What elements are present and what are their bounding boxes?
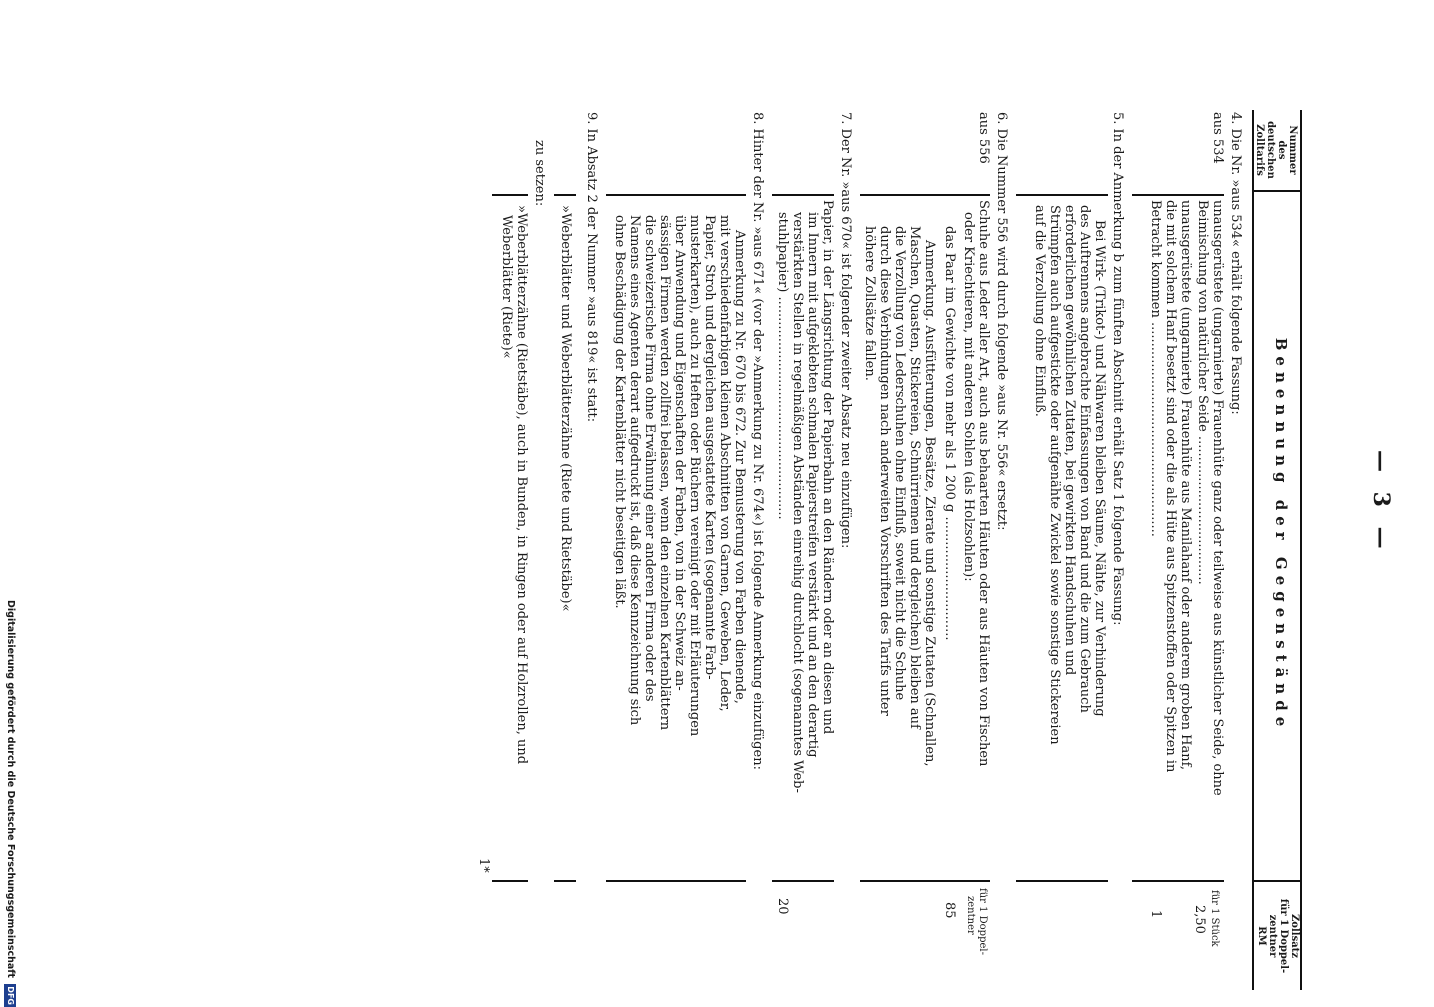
item-4-heading: 4. Die Nr. »aus 534« erhält folgende Fassung: bbox=[1228, 112, 1243, 415]
item-6-note-4: durch diese Verbindungen nach anderweiten Vorschriften des Tarifs unter bbox=[877, 226, 892, 716]
item-8-line-2: mit verschiedenfarbigen kleinen Abschnitten von Garnen, Geweben, Leder, bbox=[717, 215, 732, 712]
item-8-line-6: sässigen Firmen werden zollfrei belassen, wenn den einzelnen Kartenblättern bbox=[657, 215, 672, 731]
item-5-line-2: des Auftrennens angebrachte Einfassungen von Band und die zum Gebrauch bbox=[1077, 205, 1092, 713]
item-9-bracket-right-2 bbox=[492, 880, 528, 882]
item-9-heading: 9. In Absatz 2 der Nummer »aus 819« ist statt: bbox=[584, 112, 599, 423]
item-9-quote-2-line-1: »Weberblätterzähne (Rietstäbe), auch in Bunden, in Ringen oder auf Holzrollen, und bbox=[514, 205, 529, 765]
header-divider-1 bbox=[1254, 190, 1302, 192]
item-6-heading: 6. Die Nummer 556 wird durch folgende »aus Nr. 556« ersetzt: bbox=[994, 112, 1009, 531]
table-header-rule bbox=[1252, 110, 1254, 990]
item-4-number: aus 534 bbox=[1210, 112, 1225, 164]
item-7-bracket-right bbox=[772, 880, 834, 882]
item-7-line-2: im Innern mit aufgeklebten schmalen Papierstreifen verstärkt und an den derartig bbox=[805, 212, 820, 758]
item-4-rate-2: 1 bbox=[1148, 910, 1163, 919]
item-9-bracket-right-1 bbox=[554, 880, 576, 882]
item-8-line-4: musterkarten), auch zu Heften oder Büchern vereinigt oder mit Erläuterungen bbox=[687, 215, 702, 737]
header-goods-description: Benennung der Gegenstände bbox=[1272, 337, 1290, 733]
item-9-quote-2-line-2: Weberblätter (Riete)« bbox=[499, 215, 514, 359]
item-6-note-5: höhere Zollsätze fallen. bbox=[862, 226, 877, 381]
item-8-line-8: Namens eines Agenten derart aufgedruckt ist, daß diese Kennzeichnung sich bbox=[627, 215, 642, 726]
signature-mark: 1* bbox=[476, 858, 491, 873]
item-6-line-3: das Paar im Gewichte von mehr als 1 200 g .............................. bbox=[942, 226, 957, 641]
item-9-bracket-left-1 bbox=[554, 194, 576, 196]
item-4-rate-unit: für 1 Stück bbox=[1209, 890, 1220, 947]
item-8-bracket-right bbox=[606, 880, 746, 882]
item-7-rate: 20 bbox=[775, 898, 790, 915]
item-6-bracket-right bbox=[860, 880, 990, 882]
item-4-bracket-right bbox=[1132, 880, 1224, 882]
item-5-bracket-left bbox=[1016, 194, 1108, 196]
item-8-line-1: Anmerkung zu Nr. 670 bis 672. Zur Bemusterung von Farben dienende, bbox=[732, 230, 747, 704]
item-8-line-5: über Anwendung und Eigenschaften der Farben, von in der Schweiz an- bbox=[672, 215, 687, 691]
item-9-quote-1: »Weberblätter und Weberblätterzähne (Riete und Rietstäbe)« bbox=[558, 205, 573, 612]
item-6-line-2: oder Kriechtieren, mit anderen Sohlen (als Holzsohlen): bbox=[961, 212, 976, 582]
digitization-note bbox=[2, 600, 16, 1005]
item-6-bracket-left bbox=[860, 194, 990, 196]
item-8-line-9: ohne Beschädigung der Kartenblätter nicht beseitigen läßt. bbox=[612, 215, 627, 609]
item-7-line-1: Papier, in der Längsrichtung der Papierbahn an den Rändern oder an diesen und bbox=[820, 200, 835, 735]
item-4-line-3: unausgerüstete (ungarnierte) Frauenhüte aus Manilahanf oder anderem groben Hanf, bbox=[1178, 200, 1193, 771]
item-5-line-4: Strümpfen auch aufgestickte oder aufgenähte Zwickel sowie sonstige Stickereien bbox=[1047, 205, 1062, 745]
item-6-rate: 85 bbox=[942, 902, 957, 919]
item-9-sub: zu setzen: bbox=[532, 140, 547, 207]
page-number: — 3 — bbox=[1368, 450, 1394, 555]
header-tariff-number: Nummer des deutschen Zolltarifs bbox=[1254, 121, 1298, 179]
item-6-note-3: die Verzollung von Lederschuhen ohne Einfluß, soweit nicht die Schuhe bbox=[892, 226, 907, 701]
item-6-note-1: Anmerkung. Ausfütterungen, Besätze, Zierate und sonstige Zutaten (Schnallen, bbox=[922, 240, 937, 767]
item-7-line-4: stuhlpapier) ...................................................... bbox=[775, 212, 790, 520]
item-4-rate-1: 2,50 bbox=[1192, 905, 1207, 934]
item-4-line-4: die mit solchem Hanf besetzt sind oder die als Hüte aus Spitzenstoffen oder Spitzen in bbox=[1163, 200, 1178, 773]
item-4-bracket-left bbox=[1132, 194, 1224, 196]
item-4-line-2: Beimischung von natürlicher Seide .................................... bbox=[1195, 200, 1210, 585]
item-6-rate-unit-1: für 1 Doppel- bbox=[977, 888, 988, 955]
item-5-bracket-right bbox=[1016, 880, 1108, 882]
header-duty-rate: Zollsatz für 1 Doppel- zentner RM bbox=[1256, 898, 1300, 974]
item-9-bracket-left-2 bbox=[492, 194, 528, 196]
item-5-line-3: erforderlichen gewöhnlichen Zutaten, bei gewirkten Handschuhen und bbox=[1062, 205, 1077, 676]
item-4-line-5: Betracht kommen .................................................... bbox=[1148, 200, 1163, 537]
item-7-heading: 7. Der Nr. »aus 670« ist folgender zweiter Absatz neu einzufügen: bbox=[838, 112, 853, 549]
item-6-line-1: Schuhe aus Leder aller Art, auch aus behaarten Häuten oder aus Häuten von Fischen bbox=[976, 200, 991, 767]
item-5-line-5: auf die Verzollung ohne Einfluß. bbox=[1032, 205, 1047, 417]
item-5-heading: 5. In der Anmerkung b zum fünften Abschnitt erhält Satz 1 folgende Fassung: bbox=[1110, 112, 1125, 626]
item-7-line-3: verstärkten Stellen in regelmäßigen Abständen einreihig durchlocht (sogenanntes Web- bbox=[790, 212, 805, 793]
item-6-note-2: Maschen, Quasten, Stickereien, Schnürriemen und dergleichen) bleiben auf bbox=[907, 226, 922, 729]
item-8-line-3: Papier, Stroh und dergleichen ausgestattete Karten (sogenannte Farb- bbox=[702, 215, 717, 680]
item-6-number: aus 556 bbox=[976, 112, 991, 164]
item-5-line-1: Bei Wirk- (Trikot-) und Nähwaren bleiben Säume, Nähte, zur Verhinderung bbox=[1092, 220, 1107, 717]
table-top-rule bbox=[1300, 110, 1302, 990]
item-6-rate-unit-2: zentner bbox=[965, 896, 976, 935]
item-8-line-7: die schweizerische Firma ohne Erwähnung einer anderen Firma oder des bbox=[642, 215, 657, 702]
item-7-bracket-left bbox=[772, 194, 834, 196]
item-4-line-1: unausgerüstete (ungarnierte) Frauenhüte ganz oder teilweise aus künstlicher Seide, ohne bbox=[1210, 200, 1225, 796]
item-8-bracket-left bbox=[606, 194, 746, 196]
dfg-logo-icon: DFG bbox=[6, 986, 15, 1005]
item-8-heading: 8. Hinter der Nr. »aus 671« (vor der »Anmerkung zu Nr. 674«) ist folgende Anmerkung einzufügen: bbox=[750, 112, 765, 770]
digitization-note-text: Digitalisierung gefördert durch die Deutsche Forschungsgemeinschaft bbox=[5, 600, 16, 978]
header-divider-2 bbox=[1254, 880, 1302, 882]
